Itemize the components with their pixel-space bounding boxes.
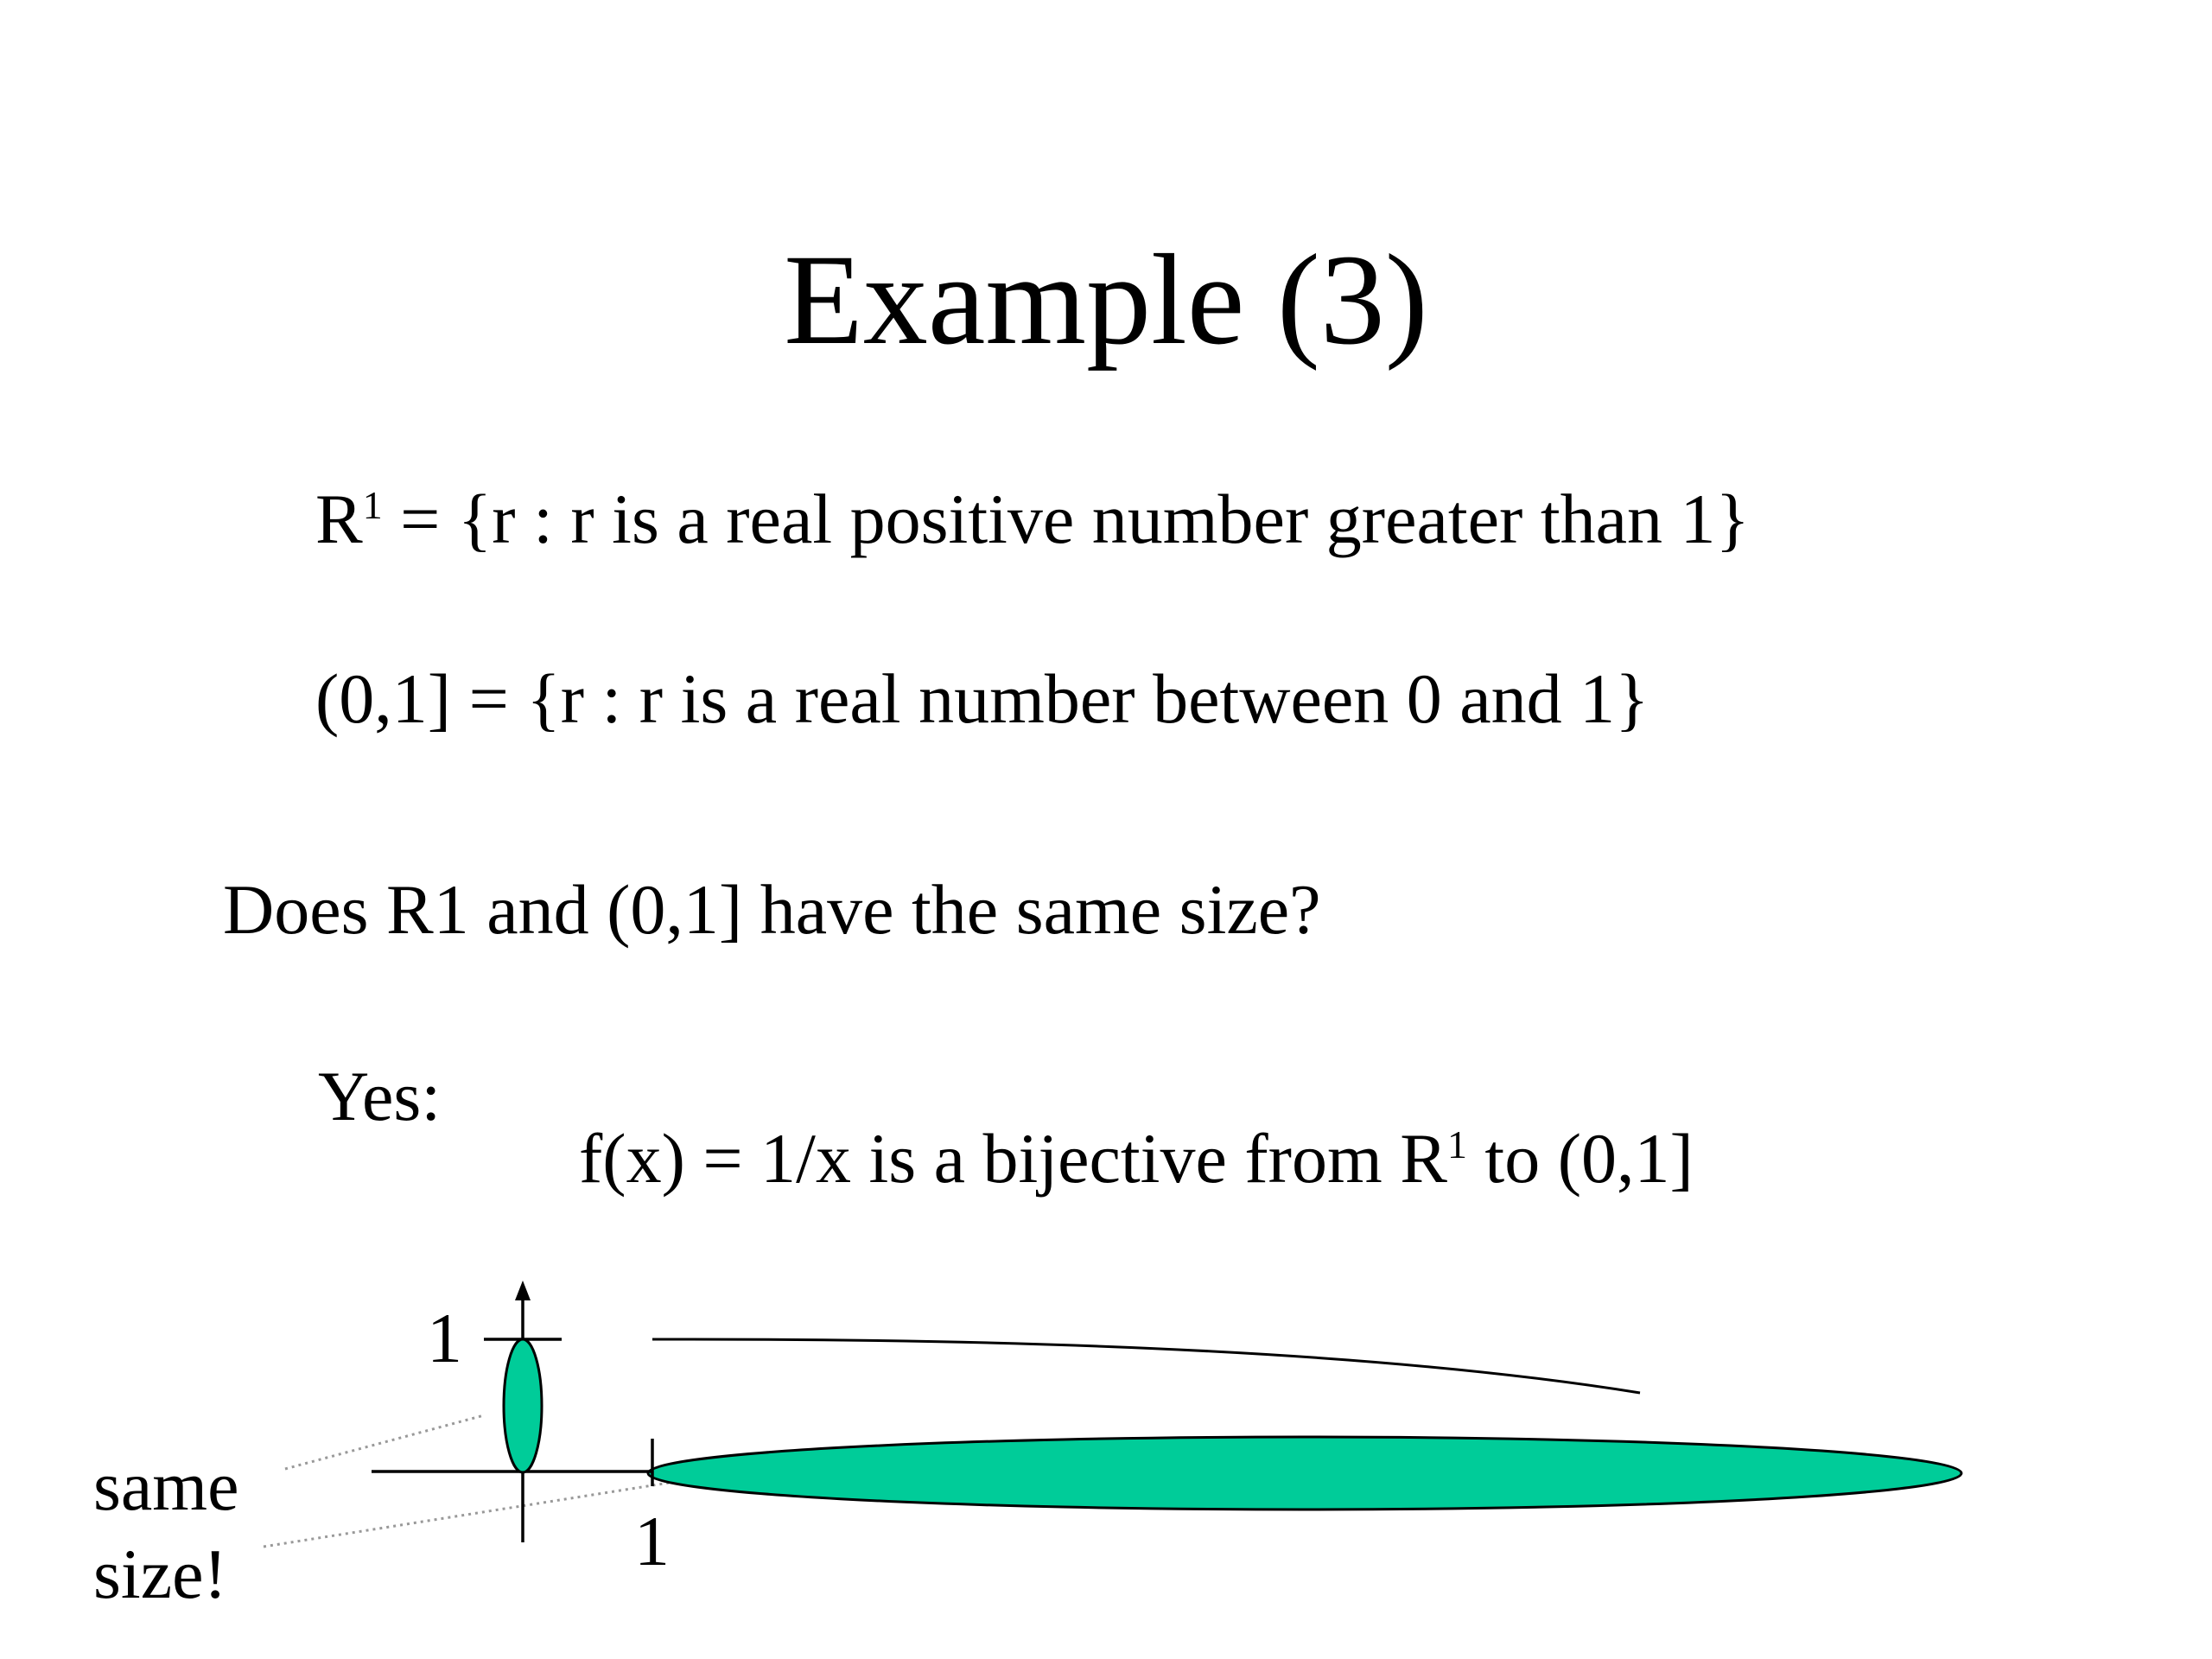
y-tick-label: 1: [427, 1299, 462, 1377]
connector-line-upper: [285, 1415, 484, 1469]
definition-r1-symbol: R: [315, 480, 363, 558]
answer-text-tail: to (0,1]: [1466, 1119, 1694, 1198]
interval-ellipse: [504, 1339, 542, 1472]
r1-ellipse: [648, 1437, 1961, 1510]
answer-text-main: f(x) = 1/x is a bijective from R: [579, 1119, 1447, 1198]
connector-line-lower: [264, 1479, 691, 1547]
definition-r1-superscript: 1: [362, 482, 383, 527]
definition-interval: (0,1] = {r : r is a real number between 0 and 1}: [315, 659, 1649, 738]
same-size-note-line2: size!: [93, 1535, 227, 1613]
answer-superscript: 1: [1446, 1122, 1467, 1166]
x-tick-label: 1: [634, 1502, 670, 1580]
question-text: Does R1 and (0,1] have the same size?: [223, 870, 1321, 949]
definition-r1-text: = {r : r is a real positive number greater than 1}: [382, 480, 1750, 558]
same-size-note-line1: same: [93, 1446, 239, 1525]
answer-label: Yes:: [318, 1057, 442, 1135]
slide-title: Example (3): [784, 228, 1428, 372]
reciprocal-curve: [652, 1339, 1640, 1393]
y-axis-arrowhead: [515, 1281, 531, 1300]
